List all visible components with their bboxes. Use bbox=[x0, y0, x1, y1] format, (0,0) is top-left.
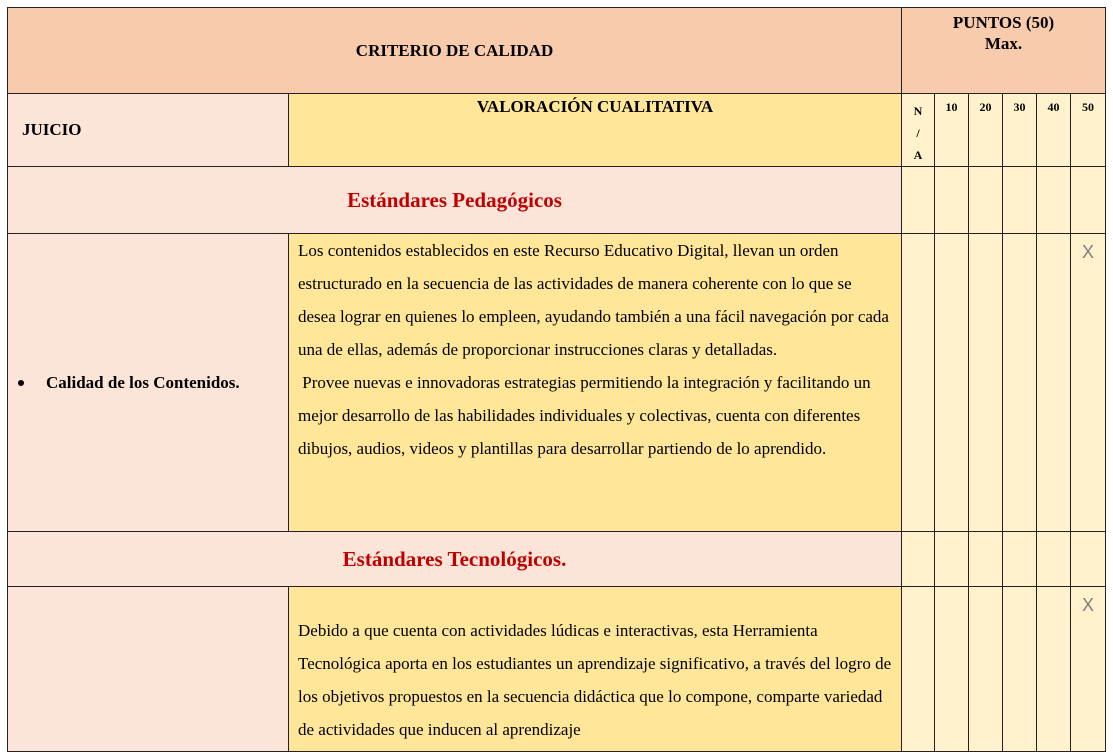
score-cell bbox=[1037, 234, 1071, 532]
score-col-na: N / A bbox=[902, 94, 935, 167]
criterion-cell bbox=[8, 587, 289, 752]
header-row-criterio bbox=[8, 8, 1106, 94]
paragraph: Los contenidos establecidos en este Recurso Educativo Digital, llevan un orden estructurado en la secuencia de las actividades de manera coherente con lo que se desea lograr en quienes lo empleen, ayudando también a una fácil navegación por cada una de ellas, además de proporcionar instrucciones claras y detalladas. bbox=[298, 241, 889, 359]
score-mark-x: X bbox=[1071, 587, 1106, 752]
score-cell bbox=[902, 167, 935, 234]
score-cell bbox=[969, 587, 1003, 752]
score-cell bbox=[935, 532, 969, 587]
score-cell bbox=[1071, 532, 1106, 587]
section-row-pedagogicos bbox=[8, 167, 1106, 234]
section-row-tecnologicos bbox=[8, 532, 1106, 587]
juicio-header: JUICIO bbox=[8, 94, 289, 167]
score-cell bbox=[1003, 234, 1037, 532]
score-col-40: 40 bbox=[1037, 94, 1071, 167]
score-cell bbox=[1003, 587, 1037, 752]
score-cell bbox=[902, 587, 935, 752]
score-col-50: 50 bbox=[1071, 94, 1106, 167]
score-col-20: 20 bbox=[969, 94, 1003, 167]
bullet-icon bbox=[18, 380, 24, 386]
header-row-juicio bbox=[8, 94, 1106, 167]
score-cell bbox=[935, 587, 969, 752]
criterio-header: CRITERIO DE CALIDAD bbox=[8, 8, 902, 94]
score-mark-x: X bbox=[1071, 234, 1106, 532]
score-col-30: 30 bbox=[1003, 94, 1037, 167]
paragraph: Provee nuevas e innovadoras estrategias permitiendo la integración y facilitando un mejor desarrollo de las habilidades individuales y colectivas, cuenta con diferentes dibujos, audios, videos y plantillas para desarrollar partiendo de lo aprendido. bbox=[298, 373, 875, 458]
score-cell bbox=[1037, 587, 1071, 752]
score-cell bbox=[1037, 532, 1071, 587]
score-cell bbox=[1003, 532, 1037, 587]
score-cell bbox=[1003, 167, 1037, 234]
score-cell bbox=[1071, 167, 1106, 234]
assessment-text bbox=[289, 234, 902, 532]
section-title: Estándares Pedagógicos bbox=[8, 167, 902, 234]
valoracion-header: VALORACIÓN CUALITATIVA bbox=[289, 94, 902, 167]
score-cell bbox=[902, 234, 935, 532]
criterion-item bbox=[8, 373, 288, 393]
evaluation-rubric-table bbox=[7, 7, 1106, 752]
score-cell bbox=[935, 167, 969, 234]
puntos-max-label: Max. bbox=[984, 34, 1023, 53]
score-cell bbox=[1037, 167, 1071, 234]
score-cell bbox=[935, 234, 969, 532]
criterion-cell bbox=[8, 234, 289, 532]
section-title: Estándares Tecnológicos. bbox=[8, 532, 902, 587]
score-col-10: 10 bbox=[935, 94, 969, 167]
criterion-row-tecnologicos bbox=[8, 587, 1106, 752]
criterion-label: Calidad de los Contenidos. bbox=[46, 372, 240, 392]
paragraph: Debido a que cuenta con actividades lúdicas e interactivas, esta Herramienta Tecnológica aporta en los estudiantes un aprendizaje significativo, a través del logro de los objetivos propuestos en la secuencia didáctica que lo compone, comparte variedad de actividades que inducen al aprendizaje bbox=[298, 621, 892, 739]
puntos-label: PUNTOS (50) bbox=[952, 13, 1055, 32]
score-cell bbox=[969, 234, 1003, 532]
score-cell bbox=[902, 532, 935, 587]
score-cell bbox=[969, 532, 1003, 587]
criterion-row-contenidos bbox=[8, 234, 1106, 532]
assessment-text bbox=[289, 587, 902, 752]
puntos-header bbox=[902, 8, 1106, 94]
score-cell bbox=[969, 167, 1003, 234]
